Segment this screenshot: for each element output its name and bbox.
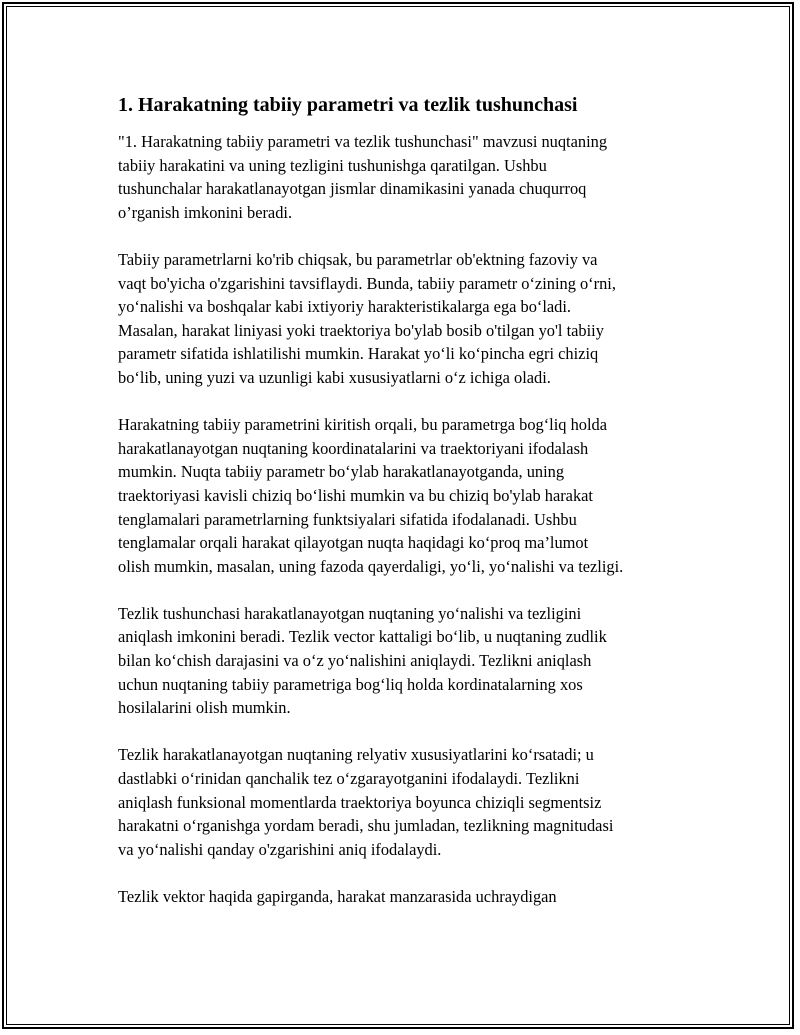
text-line: tenglamalar orqali harakat qilayotgan nuqta haqidagi ko‘proq ma’lumot (118, 533, 589, 553)
paragraph-natural-parameters (118, 248, 698, 390)
text-line: "1. Harakatning tabiiy parametri va tezlik tushunchasi" mavzusi nuqtaning (118, 132, 608, 151)
paragraph-relative-velocity (118, 743, 698, 861)
text-line: o’rganish imkonini beradi. (118, 202, 293, 222)
text-line: hosilalarini olish mumkin. (118, 698, 291, 718)
text-line: Tabiiy parametrlarni ko'rib chiqsak, bu parametrlar ob'ektning fazoviy va (118, 249, 598, 269)
text-line: tushunchalar harakatlanayotgan jismlar dinamikasini yanada chuqurroq (118, 179, 587, 199)
text-line: uchun nuqtaning tabiiy parametriga bog‘liq holda kordinatalarning xos (118, 674, 583, 694)
text-line: harakatni o‘rganishga yordam beradi, shu jumladan, tezlikning magnitudasi (118, 816, 614, 836)
paragraph-velocity-concept (118, 602, 698, 720)
text-line: vaqt bo'yicha o'zgarishini tavsiflaydi. Bunda, tabiiy parametr o‘zining o‘rni, (118, 273, 616, 293)
text-line: Tezlik harakatlanayotgan nuqtaning relyativ xususiyatlarini ko‘rsatadi; u (118, 745, 594, 765)
paragraph-velocity-vector (118, 885, 698, 909)
text-line: Tezlik vektor haqida gapirganda, harakat manzarasida uchraydigan (118, 887, 557, 906)
text-line: tabiiy harakatini va uning tezligini tushunishga qaratilgan. Ushbu (118, 155, 547, 175)
document-body (118, 92, 698, 932)
text-line: va yo‘nalishi qanday o'zgarishini aniq ifodalaydi. (118, 839, 442, 859)
text-line: traektoriyasi kavisli chiziq bo‘lishi mumkin va bu chiziq bo'ylab harakat (118, 485, 593, 505)
text-line: Tezlik tushunchasi harakatlanayotgan nuqtaning yo‘nalishi va tezligini (118, 603, 582, 623)
text-line: tenglamalari parametrlarning funktsiyalari sifatida ifodalanadi. Ushbu (118, 509, 577, 529)
text-line: parametr sifatida ishlatilishi mumkin. Harakat yo‘li ko‘pincha egri chiziq (118, 344, 599, 364)
text-line: harakatlanayotgan nuqtaning koordinatalarini va traektoriyani ifodalash (118, 438, 589, 458)
section-heading: 1. Harakatning tabiiy parametri va tezlik tushunchasi (118, 94, 578, 116)
text-line: aniqlash funksional momentlarda traektoriya boyunca chiziqli segmentsiz (118, 792, 602, 812)
text-line: dastlabki o‘rinidan qanchalik tez o‘zgarayotganini ifodalaydi. Tezlikni (118, 769, 580, 789)
paragraph-trajectory (118, 413, 698, 578)
paragraph-intro (118, 130, 698, 224)
text-line: Harakatning tabiiy parametrini kiritish orqali, bu parametrga bog‘liq holda (118, 415, 607, 435)
text-line: olish mumkin, masalan, uning fazoda qayerdaligi, yo‘li, yo‘nalishi va tezligi. (118, 556, 624, 576)
text-line: Masalan, harakat liniyasi yoki traektoriya bo'ylab bosib o'tilgan yo'l tabiiy (118, 320, 604, 340)
text-line: aniqlash imkonini beradi. Tezlik vector kattaligi bo‘lib, u nuqtaning zudlik (118, 627, 607, 647)
text-line: mumkin. Nuqta tabiiy parametr bo‘ylab harakatlanayotganda, uning (118, 462, 565, 482)
text-line: bilan ko‘chish darajasini va o‘z yo‘nalishini aniqlaydi. Tezlikni aniqlash (118, 651, 592, 671)
text-line: bo‘lib, uning yuzi va uzunligi kabi xususiyatlarni o‘z ichiga oladi. (118, 367, 551, 387)
text-line: yo‘nalishi va boshqalar kabi ixtiyoriy harakteristikalarga ega bo‘ladi. (118, 297, 572, 317)
